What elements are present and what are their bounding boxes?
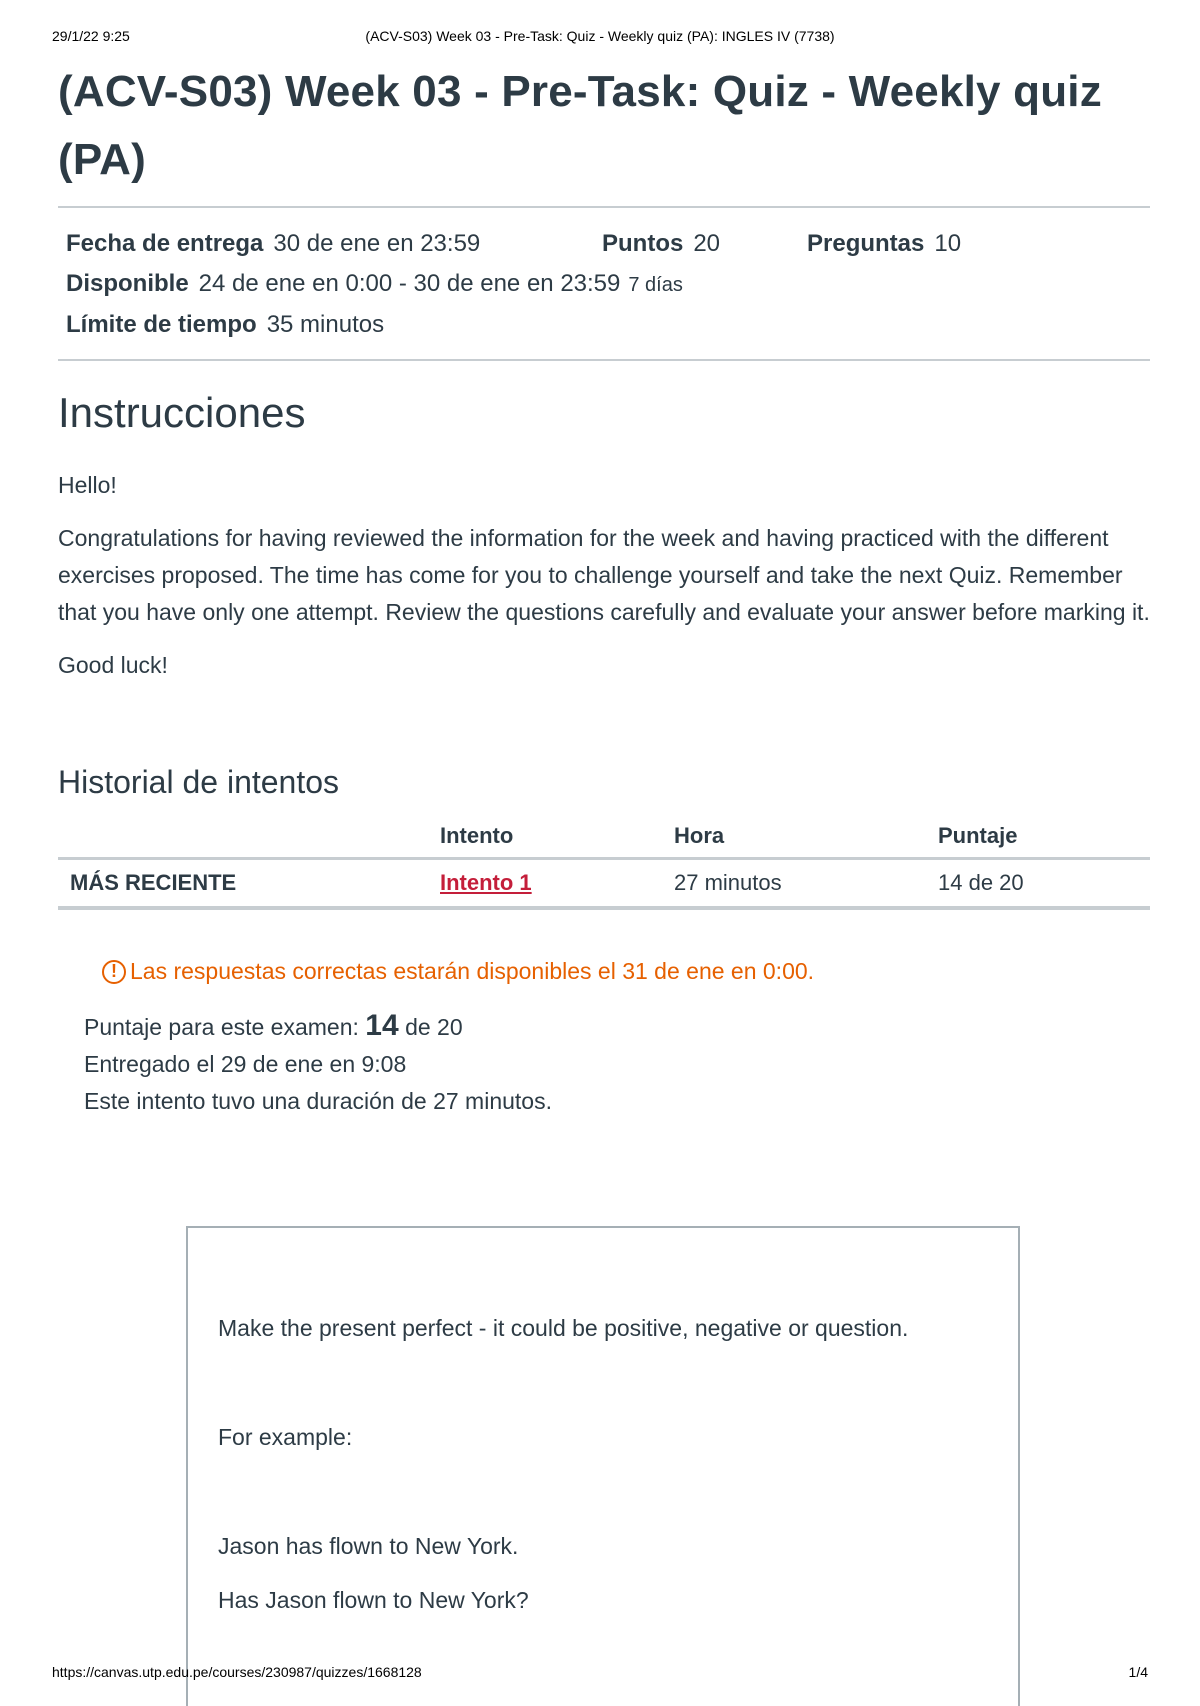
questions-value: 10 [934,230,962,257]
print-document-title: (ACV-S03) Week 03 - Pre-Task: Quiz - Weekly quiz (PA): INGLES IV (7738) [365,28,835,44]
column-header-time: Hora [662,815,926,859]
attempt-1-link[interactable]: Intento 1 [440,870,532,895]
points-value: 20 [693,230,721,257]
divider [58,359,1150,361]
question-box [186,1226,1020,1706]
available-value: 24 de ene en 0:00 - 30 de ene en 23:59 [198,270,621,297]
print-header [52,28,1148,48]
quiz-content [58,58,1150,1120]
print-page-number: 1/4 [1128,1664,1148,1680]
exam-score [84,1007,1150,1046]
question-prompt: Make the present perfect - it could be positive, negative or question. [218,1315,909,1341]
exam-score-prefix: Puntaje para este examen: [84,1014,359,1040]
submission-summary [84,1007,1150,1120]
instructions-paragraph: Congratulations for having reviewed the information for the week and having practiced with the different exercises proposed. The time has come for you to challenge yourself and take the next Quiz. Remember that you have only one attempt. Review the questions carefully and evaluate your answer before marking it. [58,525,1150,625]
answers-availability-notice [102,958,1150,985]
quiz-details [58,208,1150,359]
table-header-row [58,815,1150,859]
print-footer [52,1664,1148,1684]
column-header-attempt: Intento [428,815,662,859]
page-title: (ACV-S03) Week 03 - Pre-Task: Quiz - Weekly quiz (PA) [58,67,1102,184]
instructions-body [58,467,1150,684]
instructions-heading: Instrucciones [58,389,306,436]
attempt-time: 27 minutos [662,859,926,908]
attempt-history-table [58,815,1150,908]
time-limit-label: Límite de tiempo [66,311,257,338]
print-date: 29/1/22 9:25 [52,28,130,44]
available-label: Disponible [66,270,189,297]
question-example-2: Has Jason flown to New York? [218,1587,529,1613]
instructions-greeting: Hello! [58,472,117,498]
time-limit-value: 35 minutos [266,311,385,338]
points-label: Puntos [602,230,684,257]
table-row [58,859,1150,908]
divider [58,908,1150,910]
submitted-at: Entregado el 29 de ene en 9:08 [84,1051,407,1077]
attempt-score: 14 de 20 [926,859,1150,908]
available-days: 7 días [628,274,683,296]
due-date-label: Fecha de entrega [66,230,264,257]
instructions-closing: Good luck! [58,652,168,678]
due-date-value: 30 de ene en 23:59 [273,230,481,257]
column-header-score: Puntaje [926,815,1150,859]
exam-score-suffix: de 20 [405,1014,463,1040]
question-example-1: Jason has flown to New York. [218,1533,519,1559]
answers-availability-text: Las respuestas correctas estarán disponibles el 31 de ene en 0:00. [130,958,815,984]
column-header-blank [58,815,428,859]
exam-score-value: 14 [365,1009,399,1042]
question-example-label: For example: [218,1424,353,1450]
attempt-history-heading: Historial de intentos [58,764,340,800]
questions-label: Preguntas [807,230,925,257]
warning-icon: ! [102,960,126,984]
print-url: https://canvas.utp.edu.pe/courses/230987/quizzes/1668128 [52,1664,422,1680]
attempt-duration: Este intento tuvo una duración de 27 minutos. [84,1088,552,1114]
attempt-recency-label: MÁS RECIENTE [58,859,428,908]
